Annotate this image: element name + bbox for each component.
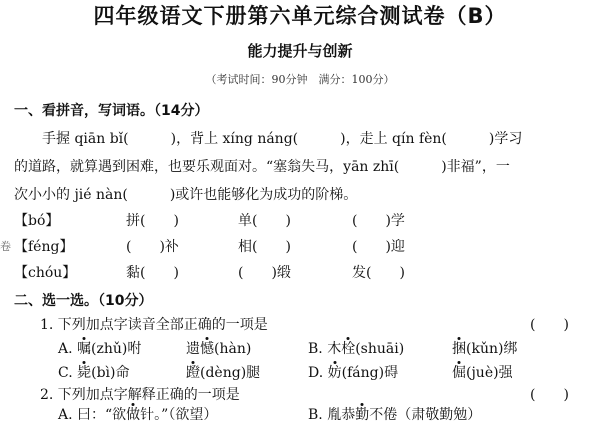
row-bo-c2: 单( ) <box>238 213 291 229</box>
row-feng-label: 【féng】 <box>14 239 74 255</box>
row-bo-c3: ( )学 <box>352 213 405 229</box>
q1-option-d: D. 妨(fáng)碍 <box>308 365 399 381</box>
row-chou-c2: ( )缎 <box>238 265 291 281</box>
section1-line1: 手握 qiān bǐ( )，背上 xíng náng( )，走上 qín fèn( )学习 <box>42 131 523 147</box>
q1-option-c: C. 毙(bì)命 <box>58 365 130 381</box>
q2-option-b: B. 胤恭勤不倦（肃敬勤勉） <box>308 407 482 423</box>
q2-answer-paren: ( ) <box>530 387 569 403</box>
q2-stem: 2. 下列加点字解释正确的一项是 <box>40 387 240 403</box>
q1-option-b: B. 木栓(shuāi) <box>308 341 405 357</box>
exam-title: 四年级语文下册第六单元综合测试卷（B） <box>93 4 507 28</box>
row-feng-c1: ( )补 <box>126 239 179 255</box>
row-chou-c1: 黏( ) <box>126 265 179 281</box>
q1-option-a: A. 嘱(zhǔ)咐 <box>58 341 142 357</box>
row-feng-c2: 相( ) <box>238 239 291 255</box>
exam-subtitle: 能力提升与创新 <box>247 42 353 60</box>
exam-meta: （考试时间：90分钟 满分：100分） <box>205 73 395 86</box>
row-chou-c3: 发( ) <box>352 265 405 281</box>
q1-option-a2: 遗憾(hàn) <box>186 341 252 357</box>
section1-line2: 的道路，就算遇到困难，也要乐观面对。“塞翁失马，yān zhī( )非福”，一 <box>14 159 510 175</box>
margin-mark: 卷 <box>0 240 11 253</box>
row-bo-c1: 拼( ) <box>126 213 179 229</box>
row-bo-label: 【bó】 <box>14 213 60 229</box>
q1-answer-paren: ( ) <box>530 317 569 333</box>
q2-option-a: A. 曰：“欲做针。”（欲望） <box>58 407 218 423</box>
q1-stem: 1. 下列加点字读音全部正确的一项是 <box>40 317 268 333</box>
section1-heading: 一、看拼音，写词语。（14分） <box>14 103 209 119</box>
q1-option-c2: 蹬(dèng)腿 <box>186 365 261 381</box>
q1-option-d2: 倔(juè)强 <box>452 365 513 381</box>
row-chou-label: 【chóu】 <box>14 265 77 281</box>
section1-line3: 次小小的 jié nàn( )或许也能够化为成功的阶梯。 <box>14 187 358 203</box>
q1-option-b2: 捆(kǔn)绑 <box>452 341 518 357</box>
row-feng-c3: ( )迎 <box>352 239 405 255</box>
section2-heading: 二、选一选。（10分） <box>14 293 153 309</box>
